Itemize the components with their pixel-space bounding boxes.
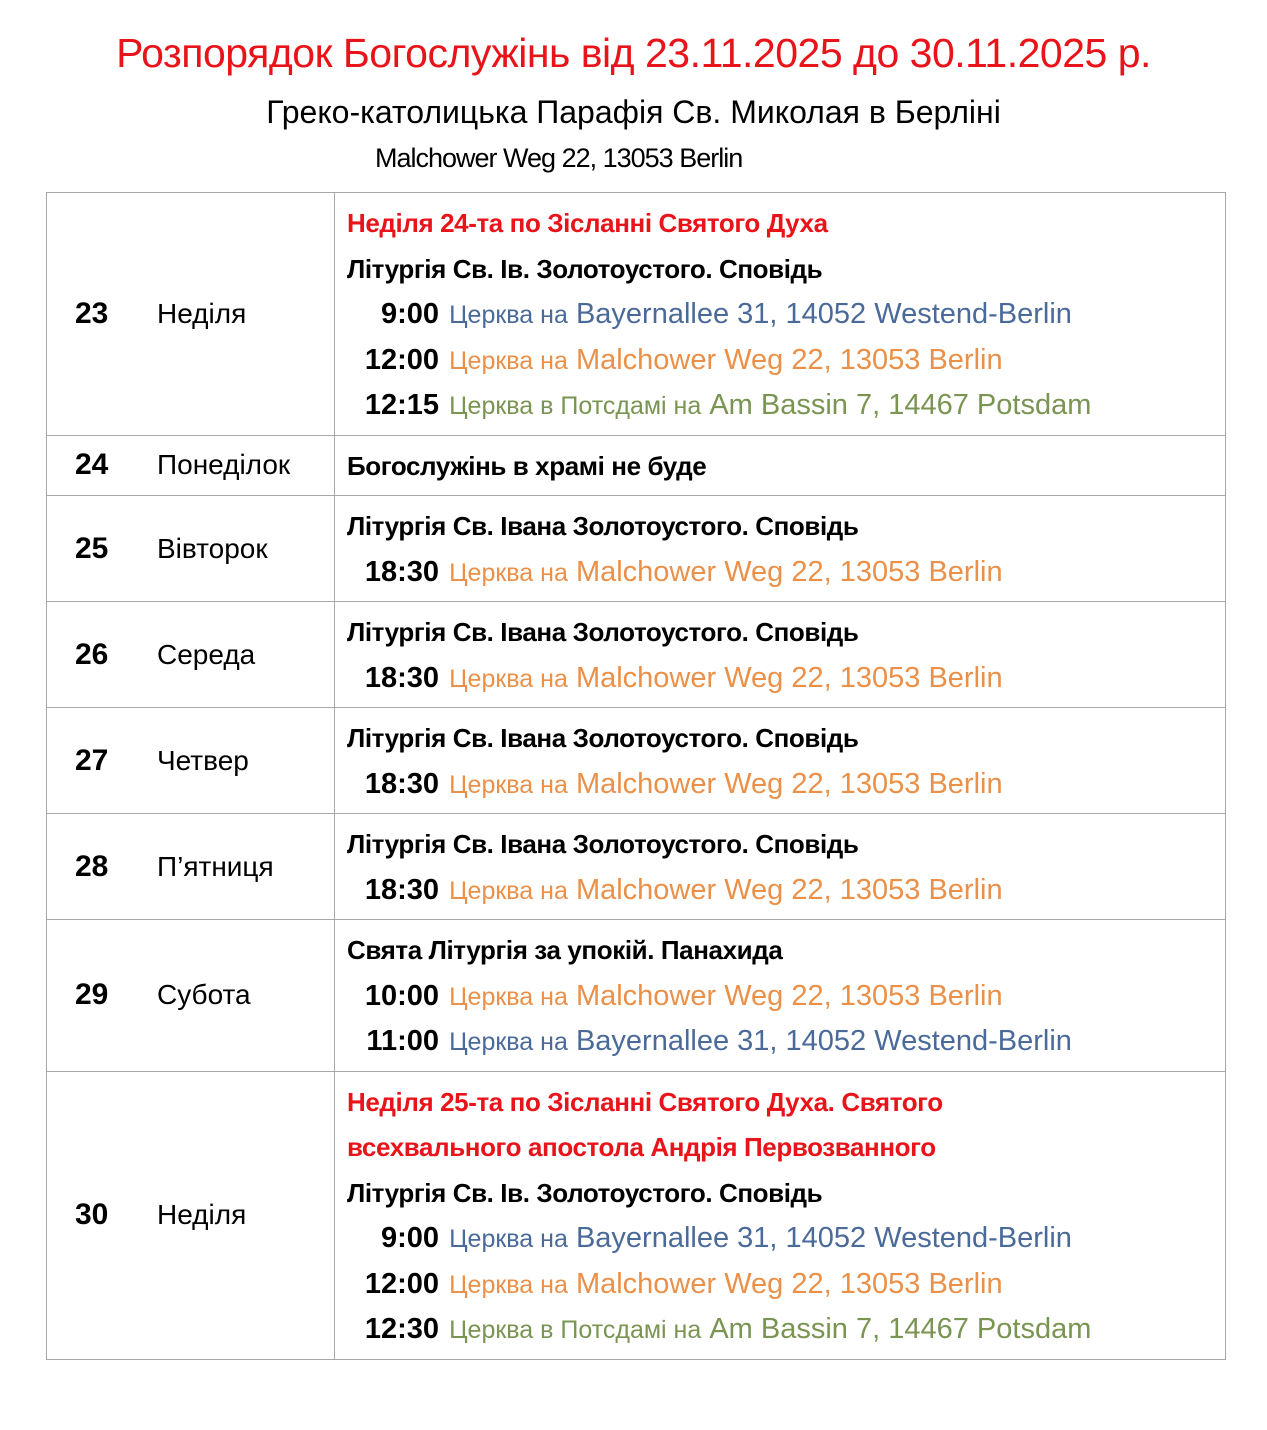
day-number: 26: [75, 637, 109, 671]
day-number: 25: [75, 531, 109, 565]
church-prefix: Церква на: [449, 346, 568, 375]
schedule-table: [46, 192, 1226, 1360]
church-address: Bayernallee 31, 14052 Westend-Berlin: [575, 1222, 1072, 1254]
day-cell: [47, 602, 335, 708]
service-time: 18:30: [364, 873, 439, 906]
church-address: Malchower Weg 22, 13053 Berlin: [575, 767, 1003, 800]
day-number: 30: [75, 1198, 109, 1231]
day-number: 23: [75, 296, 109, 330]
service-title: Літургія Св. Івана Золотоустого. Сповідь: [347, 723, 859, 753]
church-prefix: Церква на: [449, 770, 568, 799]
service-title: Літургія Св. Івана Золотоустого. Сповідь: [347, 511, 859, 541]
church-prefix: Церква в Потсдамі на: [449, 1316, 702, 1344]
service-entry: [347, 1262, 1213, 1308]
parish-name: Греко-католицька Парафія Св. Миколая в Берліні: [266, 94, 1001, 130]
church-address: Malchower Weg 22, 13053 Berlin: [575, 873, 1003, 906]
church-address: Malchower Weg 22, 13053 Berlin: [575, 661, 1003, 694]
schedule-row-24: [47, 435, 1226, 496]
service-time: 12:15: [364, 389, 439, 421]
day-name: Понеділок: [157, 449, 291, 481]
schedule-row-23: [47, 193, 1226, 436]
day-cell: [47, 193, 335, 436]
service-entry: [347, 1019, 1213, 1065]
day-number: 28: [75, 849, 109, 883]
services-cell: [335, 602, 1226, 708]
service-entry: [347, 1216, 1213, 1262]
day-name: Субота: [157, 979, 251, 1011]
feast-title: Неділя 24-та по Зісланні Святого Духа: [347, 208, 828, 238]
service-time: 12:30: [364, 1313, 439, 1345]
church-prefix: Церква на: [449, 1225, 568, 1253]
day-cell: [47, 920, 335, 1072]
day-cell: [47, 435, 335, 496]
schedule-row-30: [47, 1071, 1226, 1359]
service-entry: [347, 550, 1213, 596]
services-cell: [335, 435, 1226, 496]
day-cell: [47, 496, 335, 602]
day-number: 29: [75, 978, 109, 1012]
service-time: 9:00: [380, 298, 439, 330]
church-prefix: Церква на: [449, 664, 568, 693]
service-title: Літургія Св. Ів. Золотоустого. Сповідь: [347, 1177, 823, 1208]
service-entry: [347, 1307, 1213, 1353]
services-cell: [335, 1071, 1226, 1359]
service-time: 18:30: [364, 767, 439, 800]
church-prefix: Церква на: [449, 558, 568, 587]
service-entry: [347, 656, 1213, 702]
parish-address: Malchower Weg 22, 13053 Berlin: [375, 143, 743, 173]
service-title: Літургія Св. Ів. Золотоустого. Сповідь: [347, 253, 823, 284]
service-time: 12:00: [364, 343, 439, 376]
services-cell: [335, 920, 1226, 1072]
day-cell: [47, 708, 335, 814]
service-title: Літургія Св. Івана Золотоустого. Сповідь: [347, 617, 859, 647]
service-time: 18:30: [364, 661, 439, 694]
schedule-row-26: [47, 602, 1226, 708]
service-title: Богослужінь в храмі не буде: [347, 450, 707, 481]
day-name: Середа: [157, 638, 256, 670]
day-cell: [47, 1071, 335, 1359]
day-cell: [47, 814, 335, 920]
church-prefix: Церква в Потсдамі на: [449, 392, 702, 420]
service-title: Літургія Св. Івана Золотоустого. Сповідь: [347, 829, 859, 859]
service-entry: [347, 383, 1213, 429]
church-address: Bayernallee 31, 14052 Westend-Berlin: [575, 1025, 1072, 1057]
day-name: Четвер: [157, 744, 249, 776]
schedule-row-28: [47, 814, 1226, 920]
service-entry: [347, 868, 1213, 914]
day-number: 27: [75, 743, 109, 777]
service-time: 12:00: [364, 1267, 439, 1300]
feast-title-continued: всехвального апостола Андрія Первозванного: [347, 1132, 936, 1162]
schedule-row-29: [47, 920, 1226, 1072]
service-time: 11:00: [366, 1025, 439, 1057]
services-cell: [335, 814, 1226, 920]
service-time: 18:30: [364, 555, 439, 588]
day-name: Неділя: [157, 297, 247, 329]
church-address: Malchower Weg 22, 13053 Berlin: [575, 979, 1003, 1012]
church-prefix: Церква на: [449, 301, 568, 329]
day-number: 24: [75, 448, 109, 482]
church-address: Bayernallee 31, 14052 Westend-Berlin: [575, 298, 1072, 330]
schedule-row-27: [47, 708, 1226, 814]
day-name: Неділя: [157, 1199, 247, 1230]
church-prefix: Церква на: [449, 982, 568, 1011]
service-entry: [347, 974, 1213, 1020]
church-address: Malchower Weg 22, 13053 Berlin: [575, 1267, 1003, 1300]
church-address: Am Bassin 7, 14467 Potsdam: [709, 1313, 1092, 1345]
church-prefix: Церква на: [449, 876, 568, 905]
service-entry: [347, 338, 1213, 384]
services-cell: [335, 708, 1226, 814]
church-address: Malchower Weg 22, 13053 Berlin: [575, 343, 1003, 376]
church-address: Malchower Weg 22, 13053 Berlin: [575, 555, 1003, 588]
day-name: Вівторок: [157, 532, 268, 564]
church-prefix: Церква на: [449, 1270, 568, 1299]
service-entry: [347, 292, 1213, 338]
service-title: Свята Літургія за упокій. Панахида: [347, 935, 783, 965]
day-name: П’ятниця: [157, 850, 274, 882]
schedule-row-25: [47, 496, 1226, 602]
services-cell: [335, 496, 1226, 602]
feast-title: Неділя 25-та по Зісланні Святого Духа. Святого: [347, 1086, 943, 1117]
church-prefix: Церква на: [449, 1028, 568, 1056]
services-cell: [335, 193, 1226, 436]
service-time: 10:00: [364, 979, 439, 1012]
service-time: 9:00: [380, 1222, 439, 1254]
church-address: Am Bassin 7, 14467 Potsdam: [709, 389, 1092, 421]
page-title: Розпорядок Богослужінь від 23.11.2025 до 30.11.2025 р.: [116, 30, 1151, 76]
service-entry: [347, 762, 1213, 808]
